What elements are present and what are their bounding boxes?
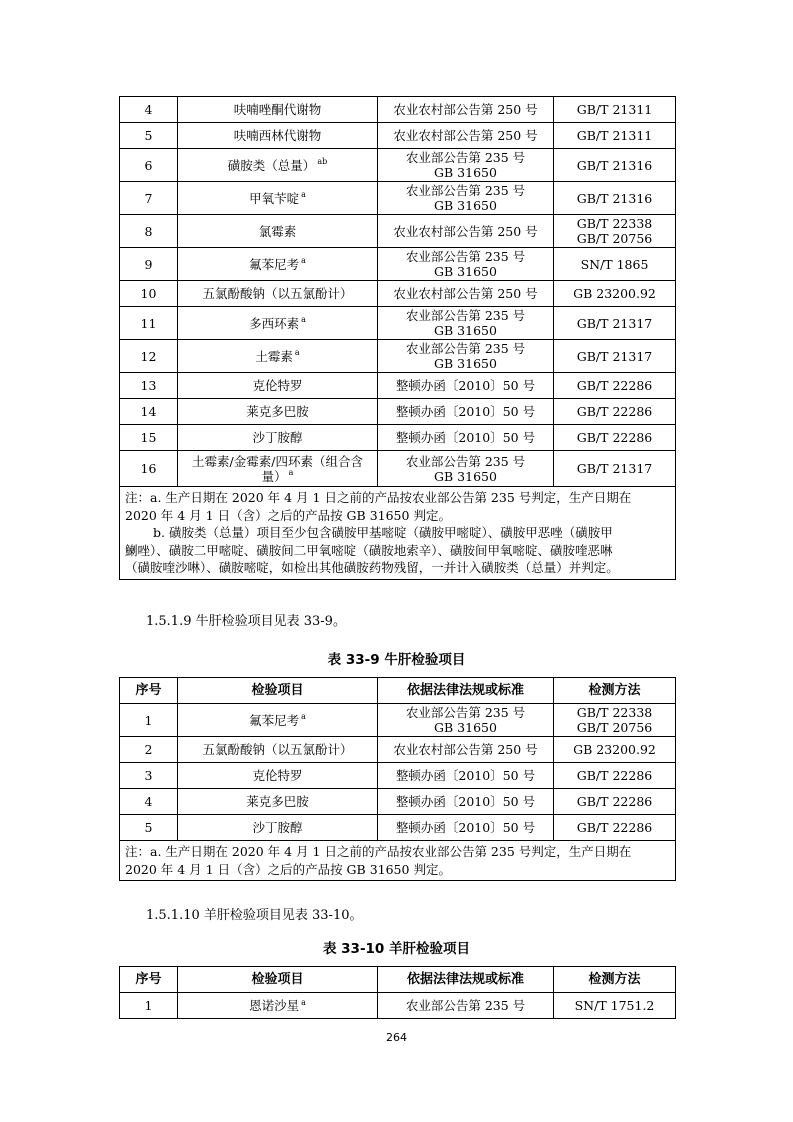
table-row — [120, 763, 676, 789]
cell-method — [554, 248, 676, 281]
table-33-10-body — [120, 993, 676, 1019]
cell-basis — [378, 97, 554, 123]
cell-basis — [378, 215, 554, 248]
cell-basis — [378, 815, 554, 841]
table-row — [120, 182, 676, 215]
table-note — [120, 487, 676, 580]
table-row — [120, 373, 676, 399]
cell-item — [178, 451, 378, 487]
cell-basis — [378, 182, 554, 215]
cell-item — [178, 399, 378, 425]
cell-basis-line: 整顿办函〔2010〕50 号 — [395, 430, 536, 445]
cell-basis — [378, 340, 554, 373]
cell-method — [554, 704, 676, 737]
cell-item-text: 五氯酚酸钠（以五氯酚计） — [202, 742, 353, 757]
table-continued-tail — [120, 451, 676, 580]
header-method: 检测方法 — [554, 967, 676, 993]
note-b-line2: 鯻唑）、磺胺二甲嘧啶、磺胺间二甲氧嘧啶（磺胺地索辛）、磺胺间甲氧嘧啶、磺胺喹恶啉 — [125, 542, 613, 558]
cell-basis — [378, 149, 554, 182]
cell-method-line: GB/T 21311 — [576, 128, 653, 143]
footnote-marker: a — [288, 468, 294, 478]
cell-item-text: 克伦特罗 — [252, 768, 303, 783]
table-row — [120, 993, 676, 1019]
cell-method — [554, 97, 676, 123]
cell-no: 13 — [120, 373, 178, 399]
cell-basis — [378, 789, 554, 815]
cell-method-line: GB/T 21316 — [576, 190, 653, 206]
header-item: 检验项目 — [178, 678, 378, 704]
cell-item — [178, 993, 378, 1019]
cell-item-text: 五氯酚酸钠（以五氯酚计） — [202, 286, 353, 301]
cell-method-line: SN/T 1865 — [580, 256, 649, 272]
cell-basis-line: GB 31650 — [434, 264, 497, 279]
cell-method-line: GB/T 21317 — [576, 315, 653, 331]
cell-item — [178, 281, 378, 307]
footnote-marker: a — [301, 997, 306, 1007]
cell-item — [178, 737, 378, 763]
table-row — [120, 123, 676, 149]
cell-basis-line2: GB 31650 — [434, 468, 497, 484]
cell-basis — [378, 425, 554, 451]
header-no: 序号 — [120, 678, 178, 704]
table-caption-33-10: 表 33-10 羊肝检验项目 — [322, 941, 471, 957]
cell-basis-line: GB 31650 — [434, 323, 497, 338]
cell-method — [554, 149, 676, 182]
cell-method-line: GB/T 21317 — [576, 348, 653, 364]
note-b-line3: （磺胺喹沙啉）、磺胺嘧啶，如检出其他磺胺药物残留，一并计入磺胺类（总量）并判定。 — [125, 560, 619, 575]
cell-basis — [378, 123, 554, 149]
cell-basis-line: 农业部公告第 235 号 — [405, 341, 526, 356]
table-continued — [119, 96, 676, 580]
cell-no: 1 — [120, 993, 178, 1019]
cell-method-line: GB/T 22286 — [576, 768, 653, 783]
cell-item — [178, 789, 378, 815]
cell-no: 12 — [120, 340, 178, 373]
cell-method-line: GB/T 22286 — [576, 820, 653, 835]
cell-item-line2-text: 量） — [261, 468, 287, 484]
cell-method — [554, 737, 676, 763]
cell-item — [178, 97, 378, 123]
table-header-row — [120, 678, 676, 704]
table-row — [120, 281, 676, 307]
cell-no: 15 — [120, 425, 178, 451]
cell-basis — [378, 993, 554, 1019]
cell-basis-line: GB 31650 — [434, 720, 497, 735]
cell-item-text: 多西环素 — [249, 315, 300, 331]
cell-method — [554, 399, 676, 425]
footnote-marker: a — [294, 348, 300, 358]
footnote-marker: a — [301, 256, 306, 266]
cell-method-line: GB/T 22286 — [576, 430, 653, 445]
cell-basis-line: GB 31650 — [434, 198, 497, 213]
cell-method-line: GB/T 22286 — [576, 404, 653, 419]
cell-item-text: 莱克多巴胺 — [246, 794, 309, 809]
table-row — [120, 307, 676, 340]
cell-method-line: GB/T 20756 — [576, 231, 653, 246]
cell-item-text: 呋喃唑酮代谢物 — [233, 102, 322, 117]
cell-basis-line: 农业部公告第 235 号 — [405, 705, 526, 720]
cell-item-text: 氯霉素 — [258, 223, 297, 239]
table-row — [120, 451, 676, 487]
cell-basis-line1: 农业部公告第 235 号 — [405, 453, 526, 469]
cell-item-line1: 土霉素/金霉素/四环素（组合含 — [192, 453, 363, 469]
cell-basis-line: 整顿办函〔2010〕50 号 — [395, 378, 536, 393]
cell-method — [554, 789, 676, 815]
cell-item-text: 呋喃西林代谢物 — [233, 128, 322, 143]
note-b-line1: b. 磺胺类（总量）项目至少包含磺胺甲基嘧啶（磺胺甲嘧啶）、磺胺甲恶唑（磺胺甲 — [153, 525, 613, 540]
header-basis: 依据法律法规或标准 — [378, 678, 554, 704]
cell-basis-line: 整顿办函〔2010〕50 号 — [395, 404, 536, 419]
cell-no: 9 — [120, 248, 178, 281]
cell-item-text: 莱克多巴胺 — [246, 404, 309, 419]
table-33-9 — [119, 677, 676, 881]
cell-no: 8 — [120, 215, 178, 248]
cell-method — [554, 340, 676, 373]
table-33-9-body — [120, 704, 676, 841]
cell-item-text: 土霉素 — [255, 348, 293, 364]
cell-basis-line: GB 31650 — [434, 356, 497, 371]
cell-no: 5 — [120, 123, 178, 149]
cell-method — [554, 182, 676, 215]
cell-method — [554, 993, 676, 1019]
note-a-line2: 2020 年 4 月 1 日（含）之后的产品按 GB 31650 判定。 — [125, 507, 451, 523]
footnote-marker: a — [301, 712, 306, 722]
cell-no: 10 — [120, 281, 178, 307]
footnote-marker: a — [301, 315, 306, 325]
table-33-10 — [119, 966, 676, 1019]
cell-item-text: 甲氧苄啶 — [249, 190, 300, 206]
cell-method — [554, 425, 676, 451]
table-row — [120, 97, 676, 123]
cell-no: 7 — [120, 182, 178, 215]
cell-method — [554, 123, 676, 149]
table-row — [120, 340, 676, 373]
cell-basis-line: 农业部公告第 235 号 — [405, 249, 526, 264]
cell-basis — [378, 281, 554, 307]
cell-method-line: GB/T 22338 — [576, 216, 653, 231]
cell-no: 14 — [120, 399, 178, 425]
cell-item-text: 克伦特罗 — [252, 378, 303, 393]
cell-basis-line: 农业部公告第 235 号 — [405, 308, 526, 323]
table-note-row — [120, 487, 676, 580]
cell-method — [554, 281, 676, 307]
cell-method-line: GB/T 22286 — [576, 794, 653, 809]
cell-basis — [378, 373, 554, 399]
cell-item-text: 沙丁胺醇 — [252, 820, 303, 835]
table-caption-33-9: 表 33-9 牛肝检验项目 — [327, 652, 466, 668]
cell-method-line: GB/T 21311 — [576, 102, 653, 117]
table-row — [120, 737, 676, 763]
cell-method — [554, 307, 676, 340]
cell-item — [178, 182, 378, 215]
cell-no: 4 — [120, 789, 178, 815]
cell-item-text: 氟苯尼考 — [249, 712, 300, 728]
cell-method-line: SN/T 1751.2 — [574, 998, 655, 1013]
cell-item — [178, 307, 378, 340]
cell-basis-line: 整顿办函〔2010〕50 号 — [395, 820, 536, 835]
cell-item — [178, 215, 378, 248]
note-a-line1: 注：a. 生产日期在 2020 年 4 月 1 日之前的产品按农业部公告第 235 号判定，生产日期在 — [125, 490, 632, 505]
table-row — [120, 149, 676, 182]
table-note-row — [120, 841, 676, 881]
cell-method-line: GB 23200.92 — [573, 286, 656, 301]
cell-method: GB/T 21317 — [554, 451, 676, 487]
cell-method-line: GB 23200.92 — [573, 742, 656, 757]
cell-method-line: GB/T 22286 — [576, 378, 653, 393]
cell-basis-line: 农业部公告第 235 号 — [405, 998, 526, 1013]
cell-item — [178, 373, 378, 399]
cell-item-text: 恩诺沙星 — [249, 998, 300, 1013]
cell-basis — [378, 737, 554, 763]
page-number: 264 — [386, 1031, 407, 1044]
cell-item — [178, 704, 378, 737]
cell-method — [554, 815, 676, 841]
table-row — [120, 215, 676, 248]
table-row — [120, 704, 676, 737]
cell-basis-line: 农业部公告第 235 号 — [405, 150, 526, 165]
cell-basis — [378, 248, 554, 281]
cell-basis-line: GB 31650 — [434, 165, 497, 180]
note-line1: 注：a. 生产日期在 2020 年 4 月 1 日之前的产品按农业部公告第 235 号判定，生产日期在 — [125, 844, 632, 859]
table-continued-body — [120, 97, 676, 451]
cell-no: 5 — [120, 815, 178, 841]
cell-item — [178, 248, 378, 281]
cell-no: 2 — [120, 737, 178, 763]
cell-item — [178, 123, 378, 149]
table-row — [120, 248, 676, 281]
cell-basis — [378, 451, 554, 487]
cell-basis-line: 整顿办函〔2010〕50 号 — [395, 794, 536, 809]
cell-method — [554, 763, 676, 789]
cell-method-line: GB/T 22338 — [576, 705, 653, 720]
cell-no: 1 — [120, 704, 178, 737]
table-note — [120, 841, 676, 881]
footnote-marker: a — [301, 190, 306, 200]
cell-item — [178, 815, 378, 841]
header-item: 检验项目 — [178, 967, 378, 993]
cell-basis-line: 农业农村部公告第 250 号 — [393, 742, 538, 757]
cell-item-text: 磺胺类（总量） — [227, 157, 316, 173]
cell-item-text: 沙丁胺醇 — [252, 430, 303, 445]
cell-basis-line: 农业部公告第 235 号 — [405, 183, 526, 198]
cell-method-line: GB/T 20756 — [576, 720, 653, 735]
cell-basis-line: 农业农村部公告第 250 号 — [393, 286, 538, 301]
footnote-marker: ab — [317, 157, 328, 167]
cell-basis-line: 农业农村部公告第 250 号 — [393, 102, 538, 117]
cell-no: 16 — [120, 451, 178, 487]
header-method: 检测方法 — [554, 678, 676, 704]
cell-item-line2 — [182, 469, 373, 484]
table-row — [120, 789, 676, 815]
note-line2: 2020 年 4 月 1 日（含）之后的产品按 GB 31650 判定。 — [125, 861, 451, 877]
cell-item — [178, 340, 378, 373]
paragraph-sheep-liver: 1.5.1.10 羊肝检验项目见表 33-10。 — [146, 908, 363, 923]
cell-no: 6 — [120, 149, 178, 182]
cell-basis-line: 整顿办函〔2010〕50 号 — [395, 768, 536, 783]
cell-item — [178, 149, 378, 182]
cell-no: 11 — [120, 307, 178, 340]
table-row — [120, 815, 676, 841]
cell-item — [178, 425, 378, 451]
header-basis: 依据法律法规或标准 — [378, 967, 554, 993]
cell-basis — [378, 399, 554, 425]
cell-method-line: GB/T 21316 — [576, 157, 653, 173]
cell-no: 3 — [120, 763, 178, 789]
cell-basis — [378, 763, 554, 789]
cell-basis — [378, 704, 554, 737]
header-no: 序号 — [120, 967, 178, 993]
table-row — [120, 425, 676, 451]
cell-basis-line: 农业农村部公告第 250 号 — [393, 128, 538, 143]
table-row — [120, 399, 676, 425]
cell-item-text: 氟苯尼考 — [249, 256, 300, 272]
cell-item — [178, 763, 378, 789]
cell-no: 4 — [120, 97, 178, 123]
cell-basis-line: 农业农村部公告第 250 号 — [393, 223, 538, 239]
cell-method — [554, 373, 676, 399]
cell-basis — [378, 307, 554, 340]
table-header-row — [120, 967, 676, 993]
cell-method — [554, 215, 676, 248]
paragraph-beef-liver: 1.5.1.9 牛肝检验项目见表 33-9。 — [146, 614, 346, 629]
